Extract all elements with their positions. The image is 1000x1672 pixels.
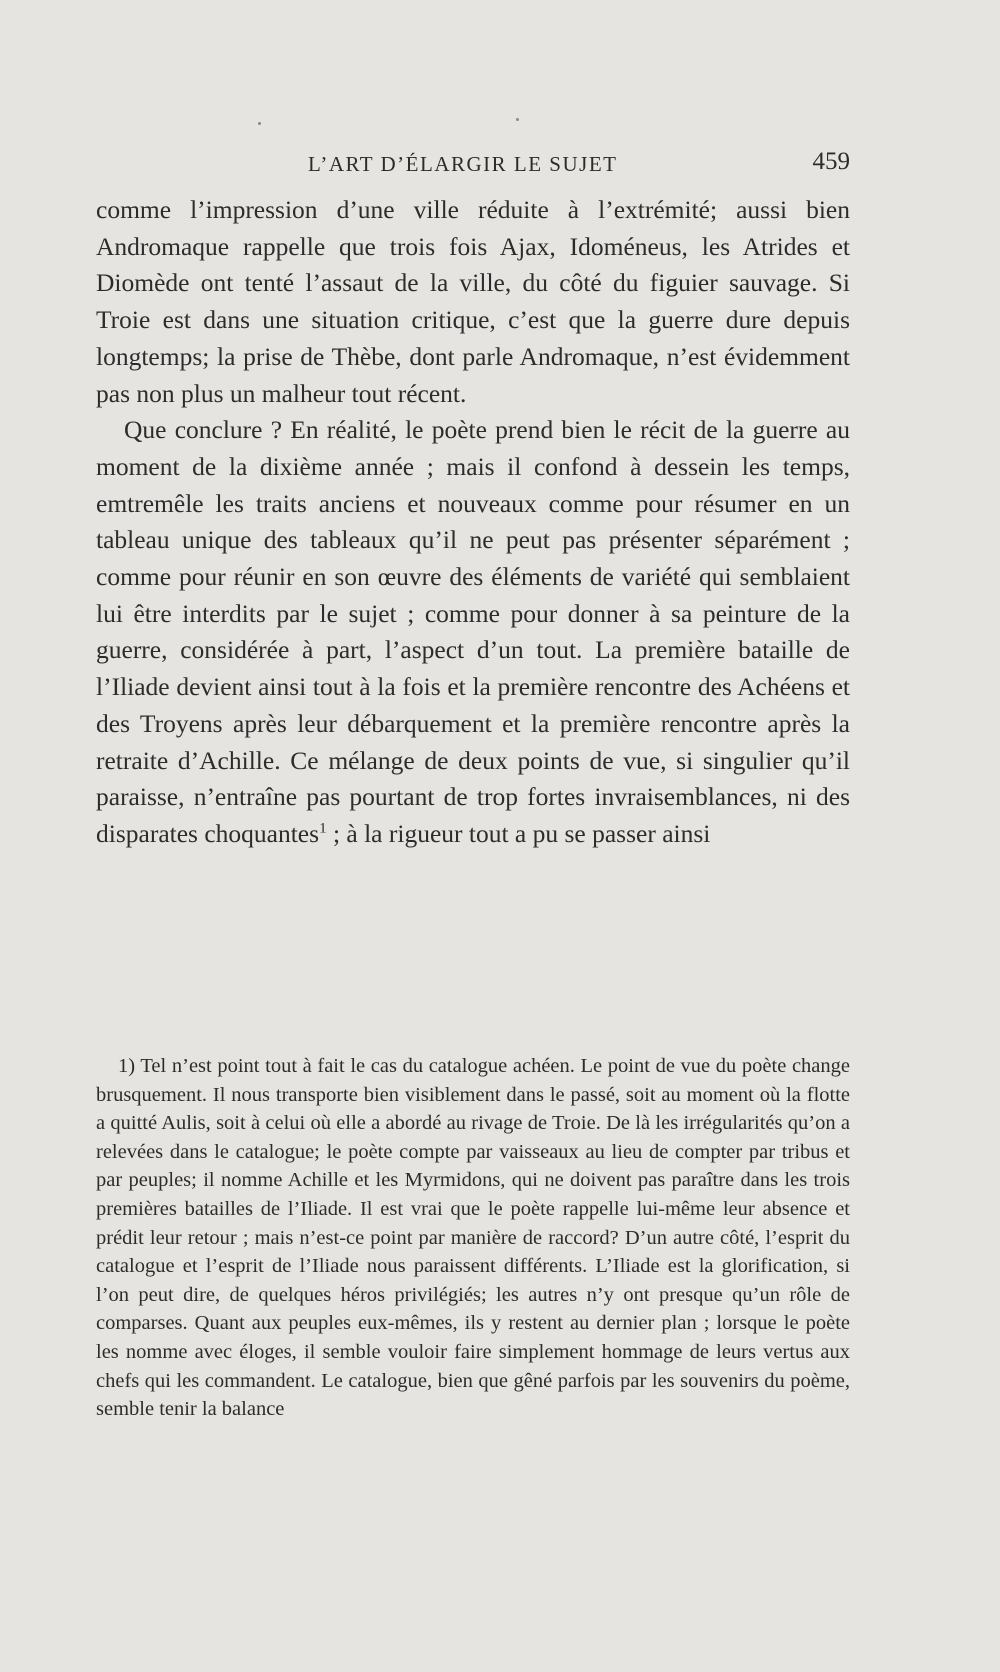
footnote — [96, 1052, 850, 1424]
paragraph-text: Que conclure ? En réalité, le poète prend bien le récit de la guerre au moment de la dixième année ; mais il confond à dessein les temps, emtremêle les traits anciens et nouveaux comme pour résumer en un tableau unique des tableaux qu’il ne peut pas présenter séparément ; comme pour réunir en son œuvre des éléments de variété qui semblaient lui être interdits par le sujet ; comme pour donner à sa peinture de la guerre, considérée à part, l’aspect d’un tout. La première bataille de l’Iliade devient ainsi tout à la fois et la première rencontre des Achéens et des Troyens après leur débarquement et la première rencontre après la retraite d’Achille. Ce mélange de deux points de vue, si singulier qu’il paraisse, n’entraîne pas pourtant de trop fortes invraisemblances, ni des disparates choquantes — [96, 415, 850, 848]
paper-speck — [516, 118, 519, 121]
footnote-text: Tel n’est point tout à fait le cas du catalogue achéen. Le point de vue du poète change brusquement. Il nous transporte bien visiblement dans le passé, soit au moment où la flotte a quitté Aulis, soit à celui où elle a abordé au rivage de Troie. De là les irrégularités qu’on a relevées dans le catalogue; le poète compte par vaisseaux au lieu de compter par tribus et par peuples; il nomme Achille et les Myrmidons, qui ne doivent pas paraître dans les trois premières batailles de l’Iliade. Il est vrai que le poète rappelle lui-même leur absence et prédit leur retour ; mais n’est-ce point par manière de raccord? D’un autre côté, l’esprit du catalogue et l’esprit de l’Iliade nous paraissent différents. L’Iliade est la glorification, si l’on peut dire, de quelques héros privilégiés; les autres n’y ont presque qu’un rôle de comparses. Quant aux peuples eux-mêmes, ils y restent au dernier plan ; lorsque le poète les nomme avec éloges, il semble vouloir faire simplement hommage de leurs vertus aux chefs qui les commandent. Le catalogue, bien que gêné parfois par les souvenirs du poème, semble tenir la balance — [96, 1055, 850, 1421]
paper-speck — [258, 122, 261, 125]
paragraph: comme l’impression d’une ville réduite à l’extrémité; aussi bien Andromaque rappelle que trois fois Ajax, Idoméneus, les Atrides et Diomède ont tenté l’assaut de la ville, du côté du figuier sauvage. Si Troie est dans une situation critique, c’est que la guerre dure depuis longtemps; la prise de Thèbe, dont parle Andromaque, n’est évidemment pas non plus un malheur tout récent. — [96, 195, 850, 408]
running-title: L’ART D’ÉLARGIR LE SUJET — [308, 152, 618, 176]
footnotes — [96, 1052, 850, 1424]
main-text — [96, 192, 850, 853]
paragraph-text-end: ; à la rigueur tout a pu se passer ainsi — [326, 818, 711, 848]
page-header — [96, 148, 850, 182]
footnote-number: 1) — [118, 1055, 136, 1077]
footnote-reference: 1 — [319, 820, 327, 837]
page-number: 459 — [812, 148, 850, 175]
paragraph — [96, 412, 850, 852]
